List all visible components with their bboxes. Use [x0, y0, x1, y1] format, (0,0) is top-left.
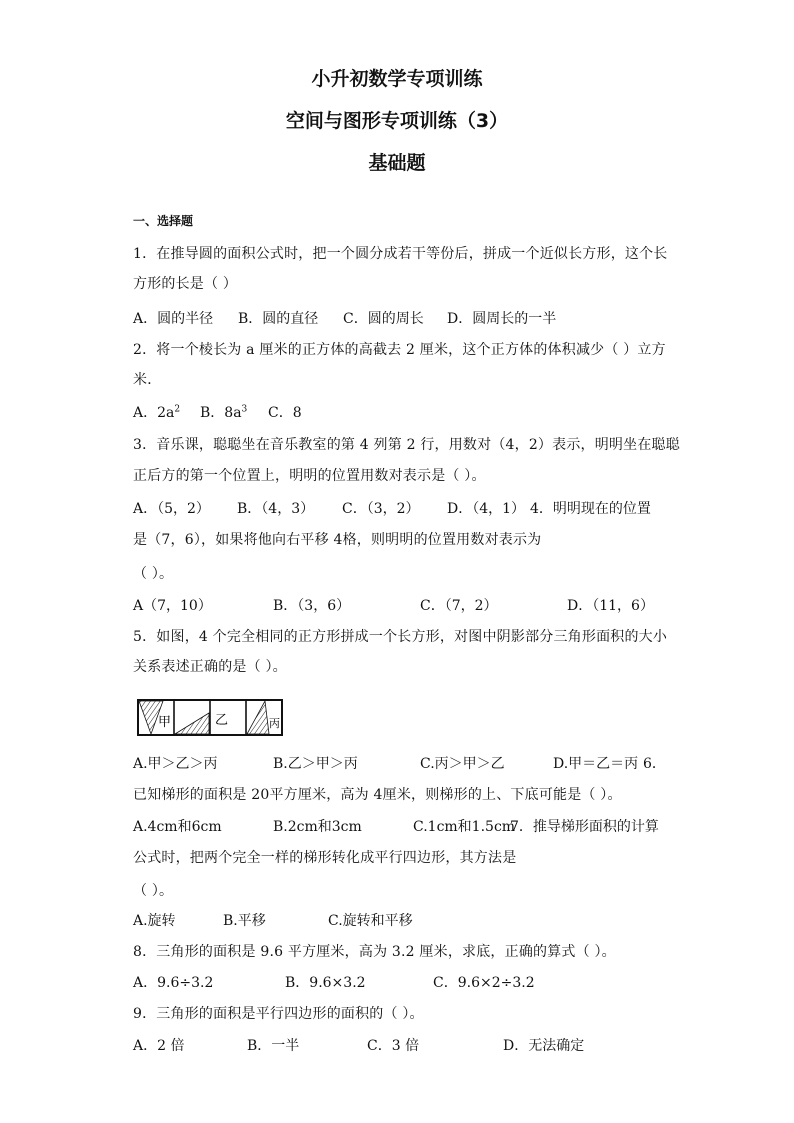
q3-option-d: D．（4，1） — [447, 501, 526, 517]
question-7-line-2: 公式时，把两个完全一样的梯形转化成平行四边形，其方法是 — [133, 850, 517, 866]
q7-option-c: C.旋转和平移 — [328, 913, 413, 929]
subtitle: 空间与图形专项训练（3） — [285, 110, 509, 132]
q5-option-d: D.甲＝乙＝丙 — [553, 756, 639, 772]
q3-option-b: B．（4，3） — [237, 501, 315, 517]
question-4-line-2: 是（7，6），如果将他向右平移 4格，则明明的位置用数对表示为 — [133, 532, 542, 548]
question-1-line-1: 1．在推导圆的面积公式时，把一个圆分成若干等份后，拼成一个近似长方形，这个长 — [133, 246, 668, 262]
q3-option-a: A．（5，2） — [133, 501, 210, 517]
triangle-yi — [175, 713, 209, 734]
main-title: 小升初数学专项训练 — [311, 68, 483, 90]
q9-option-c: C．3 倍 — [367, 1038, 420, 1054]
question-3-line-2: 正后方的第一个位置上，明明的位置用数对表示是（ ）。 — [133, 468, 486, 484]
q9-option-a: A．2 倍 — [133, 1038, 185, 1054]
q2-option-b: B．$8a^3$ — [200, 404, 248, 421]
q2-option-c: C．8 — [268, 405, 302, 421]
question-6-number: 6． — [643, 756, 666, 772]
question-5-line-1: 5．如图，4 个完全相同的正方形拼成一个长方形，对图中阴影部分三角形面积的大小 — [133, 629, 668, 645]
q4-option-a: A（7，10） — [133, 598, 212, 614]
q5-option-a: A.甲＞乙＞丙 — [133, 756, 218, 772]
q8-option-a: A．9.6÷3.2 — [133, 975, 214, 991]
question-2-line-2: 米． — [133, 372, 162, 388]
question-7-line-1: 7．推导梯形面积的计算 — [510, 819, 659, 835]
difficulty-title: 基础题 — [368, 152, 426, 174]
q6-option-c: C.1cm和1.5cm — [413, 819, 516, 835]
q2-option-a: A．$2a^2$ — [133, 404, 181, 421]
q8-option-c: C．9.6×2÷3.2 — [433, 975, 535, 991]
question-7-line-3: （ ）。 — [133, 883, 174, 899]
question-8-line-1: 8．三角形的面积是 9.6 平方厘米，高为 3.2 厘米，求底，正确的算式（ ）。 — [133, 944, 616, 960]
q7-option-a: A.旋转 — [133, 913, 176, 929]
q1-option-a: A．圆的半径 — [133, 311, 214, 327]
q6-option-a: A.4cm和6cm — [133, 819, 222, 835]
q5-option-b: B.乙＞甲＞丙 — [273, 756, 358, 772]
q1-option-d: D．圆周长的一半 — [447, 311, 557, 327]
question-2-line-1: 2．将一个棱长为 a 厘米的正方体的高截去 2 厘米，这个正方体的体积减少（ ）立方 — [133, 342, 666, 358]
q9-option-d: D．无法确定 — [503, 1038, 585, 1054]
q6-option-b: B.2cm和3cm — [273, 819, 362, 835]
label-yi: 乙 — [215, 713, 229, 728]
q4-option-b: B．（3，6） — [273, 598, 351, 614]
triangle-bing — [247, 701, 269, 734]
q8-option-b: B．9.6×3.2 — [285, 975, 366, 991]
question-4-line-1: 4．明明现在的位置 — [530, 501, 651, 517]
section-heading: 一、选择题 — [133, 214, 194, 228]
question-5-line-2: 关系表述正确的是（ ）。 — [133, 659, 287, 675]
q4-option-c: C．（7，2） — [420, 598, 498, 614]
q7-option-b: B.平移 — [223, 913, 266, 929]
q5-option-c: C.丙＞甲＞乙 — [420, 756, 505, 772]
four-squares-figure — [137, 699, 287, 737]
question-6-line-2: 已知梯形的面积是 20平方厘米，高为 4厘米，则梯形的上、下底可能是（ ）。 — [133, 787, 622, 803]
question-3-line-1: 3．音乐课，聪聪坐在音乐教室的第 4 列第 2 行，用数对（4，2）表示，明明坐在聪聪 — [133, 437, 680, 453]
label-bing: 丙 — [269, 717, 280, 730]
question-4-line-3: （ ）。 — [133, 566, 174, 582]
q9-option-b: B．一半 — [247, 1038, 300, 1054]
question-9-line-1: 9．三角形的面积是平行四边形的面积的（ ）。 — [133, 1006, 424, 1022]
q1-option-c: C．圆的周长 — [343, 311, 424, 327]
q4-option-d: D．（11，6） — [567, 598, 654, 614]
question-1-line-2: 方形的长是（ ） — [133, 276, 238, 292]
q1-option-b: B．圆的直径 — [238, 311, 319, 327]
q3-option-c: C．（3，2） — [342, 501, 420, 517]
label-jia: 甲 — [158, 715, 172, 730]
